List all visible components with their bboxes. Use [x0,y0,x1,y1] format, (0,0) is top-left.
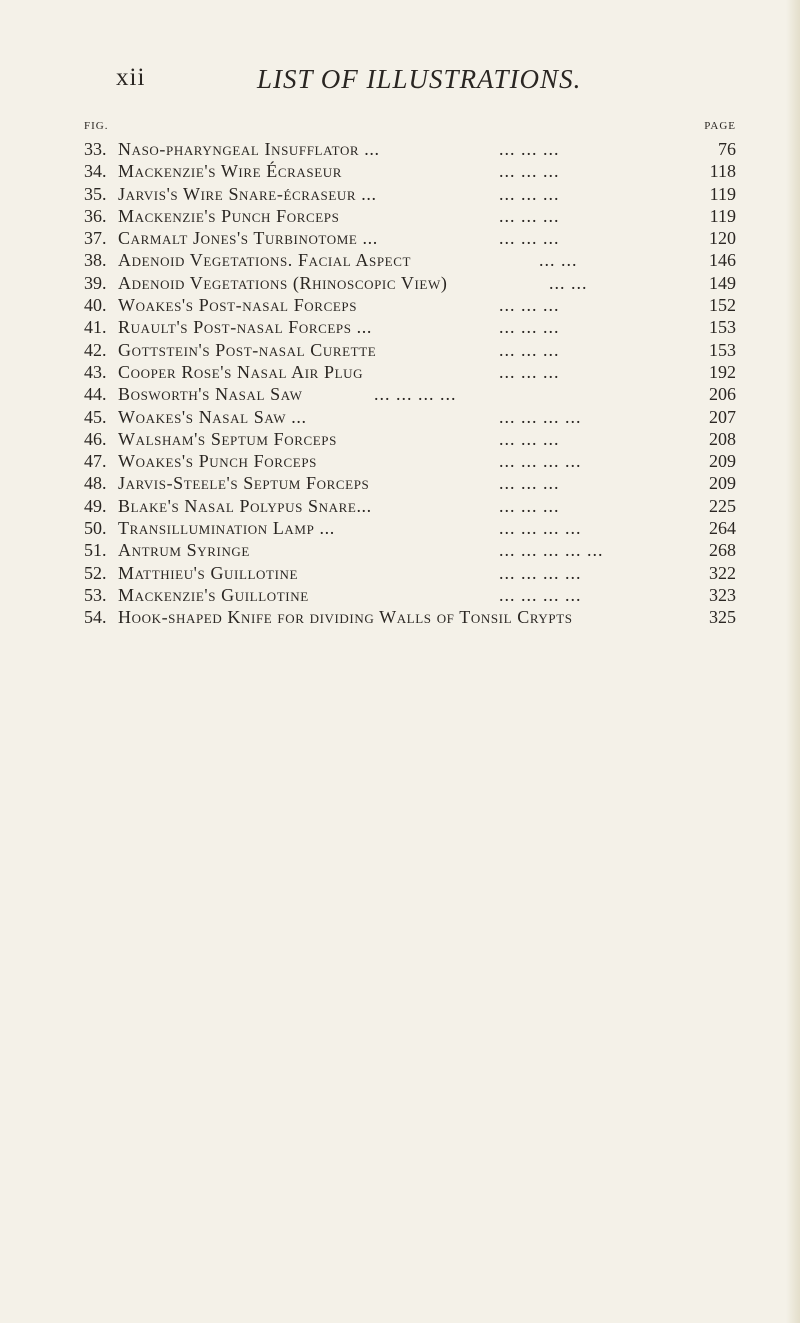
dot-leader: ... ... ... ... [499,451,582,472]
page-column-heading: PAGE [704,120,736,132]
list-item [84,249,736,271]
figure-title: Mackenzie's Wire Écraseur [118,161,343,182]
list-item [84,339,736,361]
dot-leader: ... ... ... [499,473,560,494]
figure-number: 46. [84,428,107,449]
dot-leader: ... ... ... [499,228,560,249]
page-number: 264 [709,518,736,539]
figure-title: Jarvis-Steele's Septum Forceps [118,473,370,494]
page-number: 207 [709,406,736,427]
figure-title: Mackenzie's Guillotine [118,584,309,605]
figure-title: Carmalt Jones's Turbinotome ... [118,228,378,249]
page-number: 146 [709,250,736,271]
figure-title: Naso-pharyngeal Insufflator ... [118,139,380,159]
page-number: 325 [709,607,736,628]
figure-number: 51. [84,540,107,561]
figure-title: Woakes's Punch Forceps [118,451,317,472]
figure-number: 47. [84,451,107,472]
dot-leader: ... ... ... [499,495,560,516]
figure-title: Jarvis's Wire Snare-écraseur ... [118,183,377,204]
list-item [84,406,736,428]
page-number: 323 [709,584,736,605]
figure-title: Transillumination Lamp ... [118,518,335,539]
page-number: 76 [718,139,736,159]
figure-title: Bosworth's Nasal Saw [118,384,303,405]
page-number: 149 [709,272,736,293]
page-number: 192 [709,361,736,382]
list-item [84,517,736,539]
dot-leader: ... ... ... [499,339,560,360]
running-header [0,64,800,104]
figure-title: Adenoid Vegetations. Facial Aspect [118,250,412,271]
list-item [84,606,736,628]
figure-number: 40. [84,295,107,316]
running-title: LIST OF ILLUSTRATIONS. [257,64,582,94]
figure-number: 41. [84,317,107,338]
figure-number: 35. [84,183,107,204]
dot-leader: ... ... [549,272,588,293]
figure-number: 54. [84,607,107,628]
figure-title: Blake's Nasal Polypus Snare... [118,495,372,516]
dot-leader: ... ... ... [499,139,560,159]
list-item [84,294,736,316]
figure-number: 33. [84,139,107,159]
dot-leader: ... ... ... ... ... [499,540,604,561]
list-item [84,450,736,472]
page-number: 119 [709,205,736,226]
figure-number: 43. [84,361,107,382]
fig-column-heading: FIG. [84,120,109,132]
page-number: 322 [709,562,736,583]
figure-number: 39. [84,272,107,293]
list-item [84,495,736,517]
figure-title: Woakes's Post-nasal Forceps [118,295,358,316]
dot-leader: ... ... ... [499,183,560,204]
page-number: 153 [709,317,736,338]
figure-title: Gottstein's Post-nasal Curette [118,339,377,360]
figure-number: 36. [84,205,107,226]
page-edge-shadow [786,0,800,1323]
figure-number: 50. [84,518,107,539]
list-item [84,584,736,606]
dot-leader: ... ... ... ... [374,384,457,405]
page-number: 268 [709,540,736,561]
dot-leader: ... ... ... [499,295,560,316]
figure-title: Adenoid Vegetations (Rhinoscopic View) [118,272,448,293]
figure-number: 48. [84,473,107,494]
figure-title: Cooper Rose's Nasal Air Plug [118,361,364,382]
list-item [84,472,736,494]
list-item [84,272,736,294]
dot-leader: ... ... ... ... [499,406,582,427]
list-item [84,160,736,182]
dot-leader: ... ... ... ... [499,562,582,583]
figure-number: 52. [84,562,107,583]
list-item [84,227,736,249]
figure-number: 37. [84,228,107,249]
figure-number: 53. [84,584,107,605]
dot-leader: ... ... ... [499,361,560,382]
figure-number: 42. [84,339,107,360]
dot-leader: ... ... ... [499,161,560,182]
dot-leader: ... ... [539,250,578,271]
figure-number: 38. [84,250,107,271]
page-number: 118 [709,161,736,182]
page-number: 206 [709,384,736,405]
figure-number: 44. [84,384,107,405]
list-item [84,183,736,205]
list-item [84,205,736,227]
page-number: 119 [709,183,736,204]
figure-title: Mackenzie's Punch Forceps [118,205,340,226]
list-item [84,562,736,584]
illustrations-list [84,138,736,629]
figure-title: Matthieu's Guillotine [118,562,299,583]
column-headings [84,120,736,136]
figure-number: 49. [84,495,107,516]
dot-leader: ... ... ... [499,428,560,449]
figure-title: Walsham's Septum Forceps [118,428,337,449]
dot-leader: ... ... ... [499,205,560,226]
page-number: 153 [709,339,736,360]
figure-title: Hook-shaped Knife for dividing Walls of Tonsil Crypts [118,607,573,628]
figure-title: Ruault's Post-nasal Forceps ... [118,317,372,338]
list-item [84,361,736,383]
list-item [84,138,736,160]
figure-number: 45. [84,406,107,427]
dot-leader: ... ... ... ... [499,584,582,605]
figure-title: Woakes's Nasal Saw ... [118,406,307,427]
page-number: 209 [709,451,736,472]
dot-leader: ... ... ... ... [499,518,582,539]
figure-number: 34. [84,161,107,182]
page-folio: xii [116,64,146,91]
page-number: 225 [709,495,736,516]
list-item [84,316,736,338]
list-item [84,539,736,561]
page-number: 120 [709,228,736,249]
figure-title: Antrum Syringe [118,540,250,561]
list-item [84,428,736,450]
page-number: 209 [709,473,736,494]
list-item [84,383,736,405]
page-number: 152 [709,295,736,316]
dot-leader: ... ... ... [499,317,560,338]
page-number: 208 [709,428,736,449]
